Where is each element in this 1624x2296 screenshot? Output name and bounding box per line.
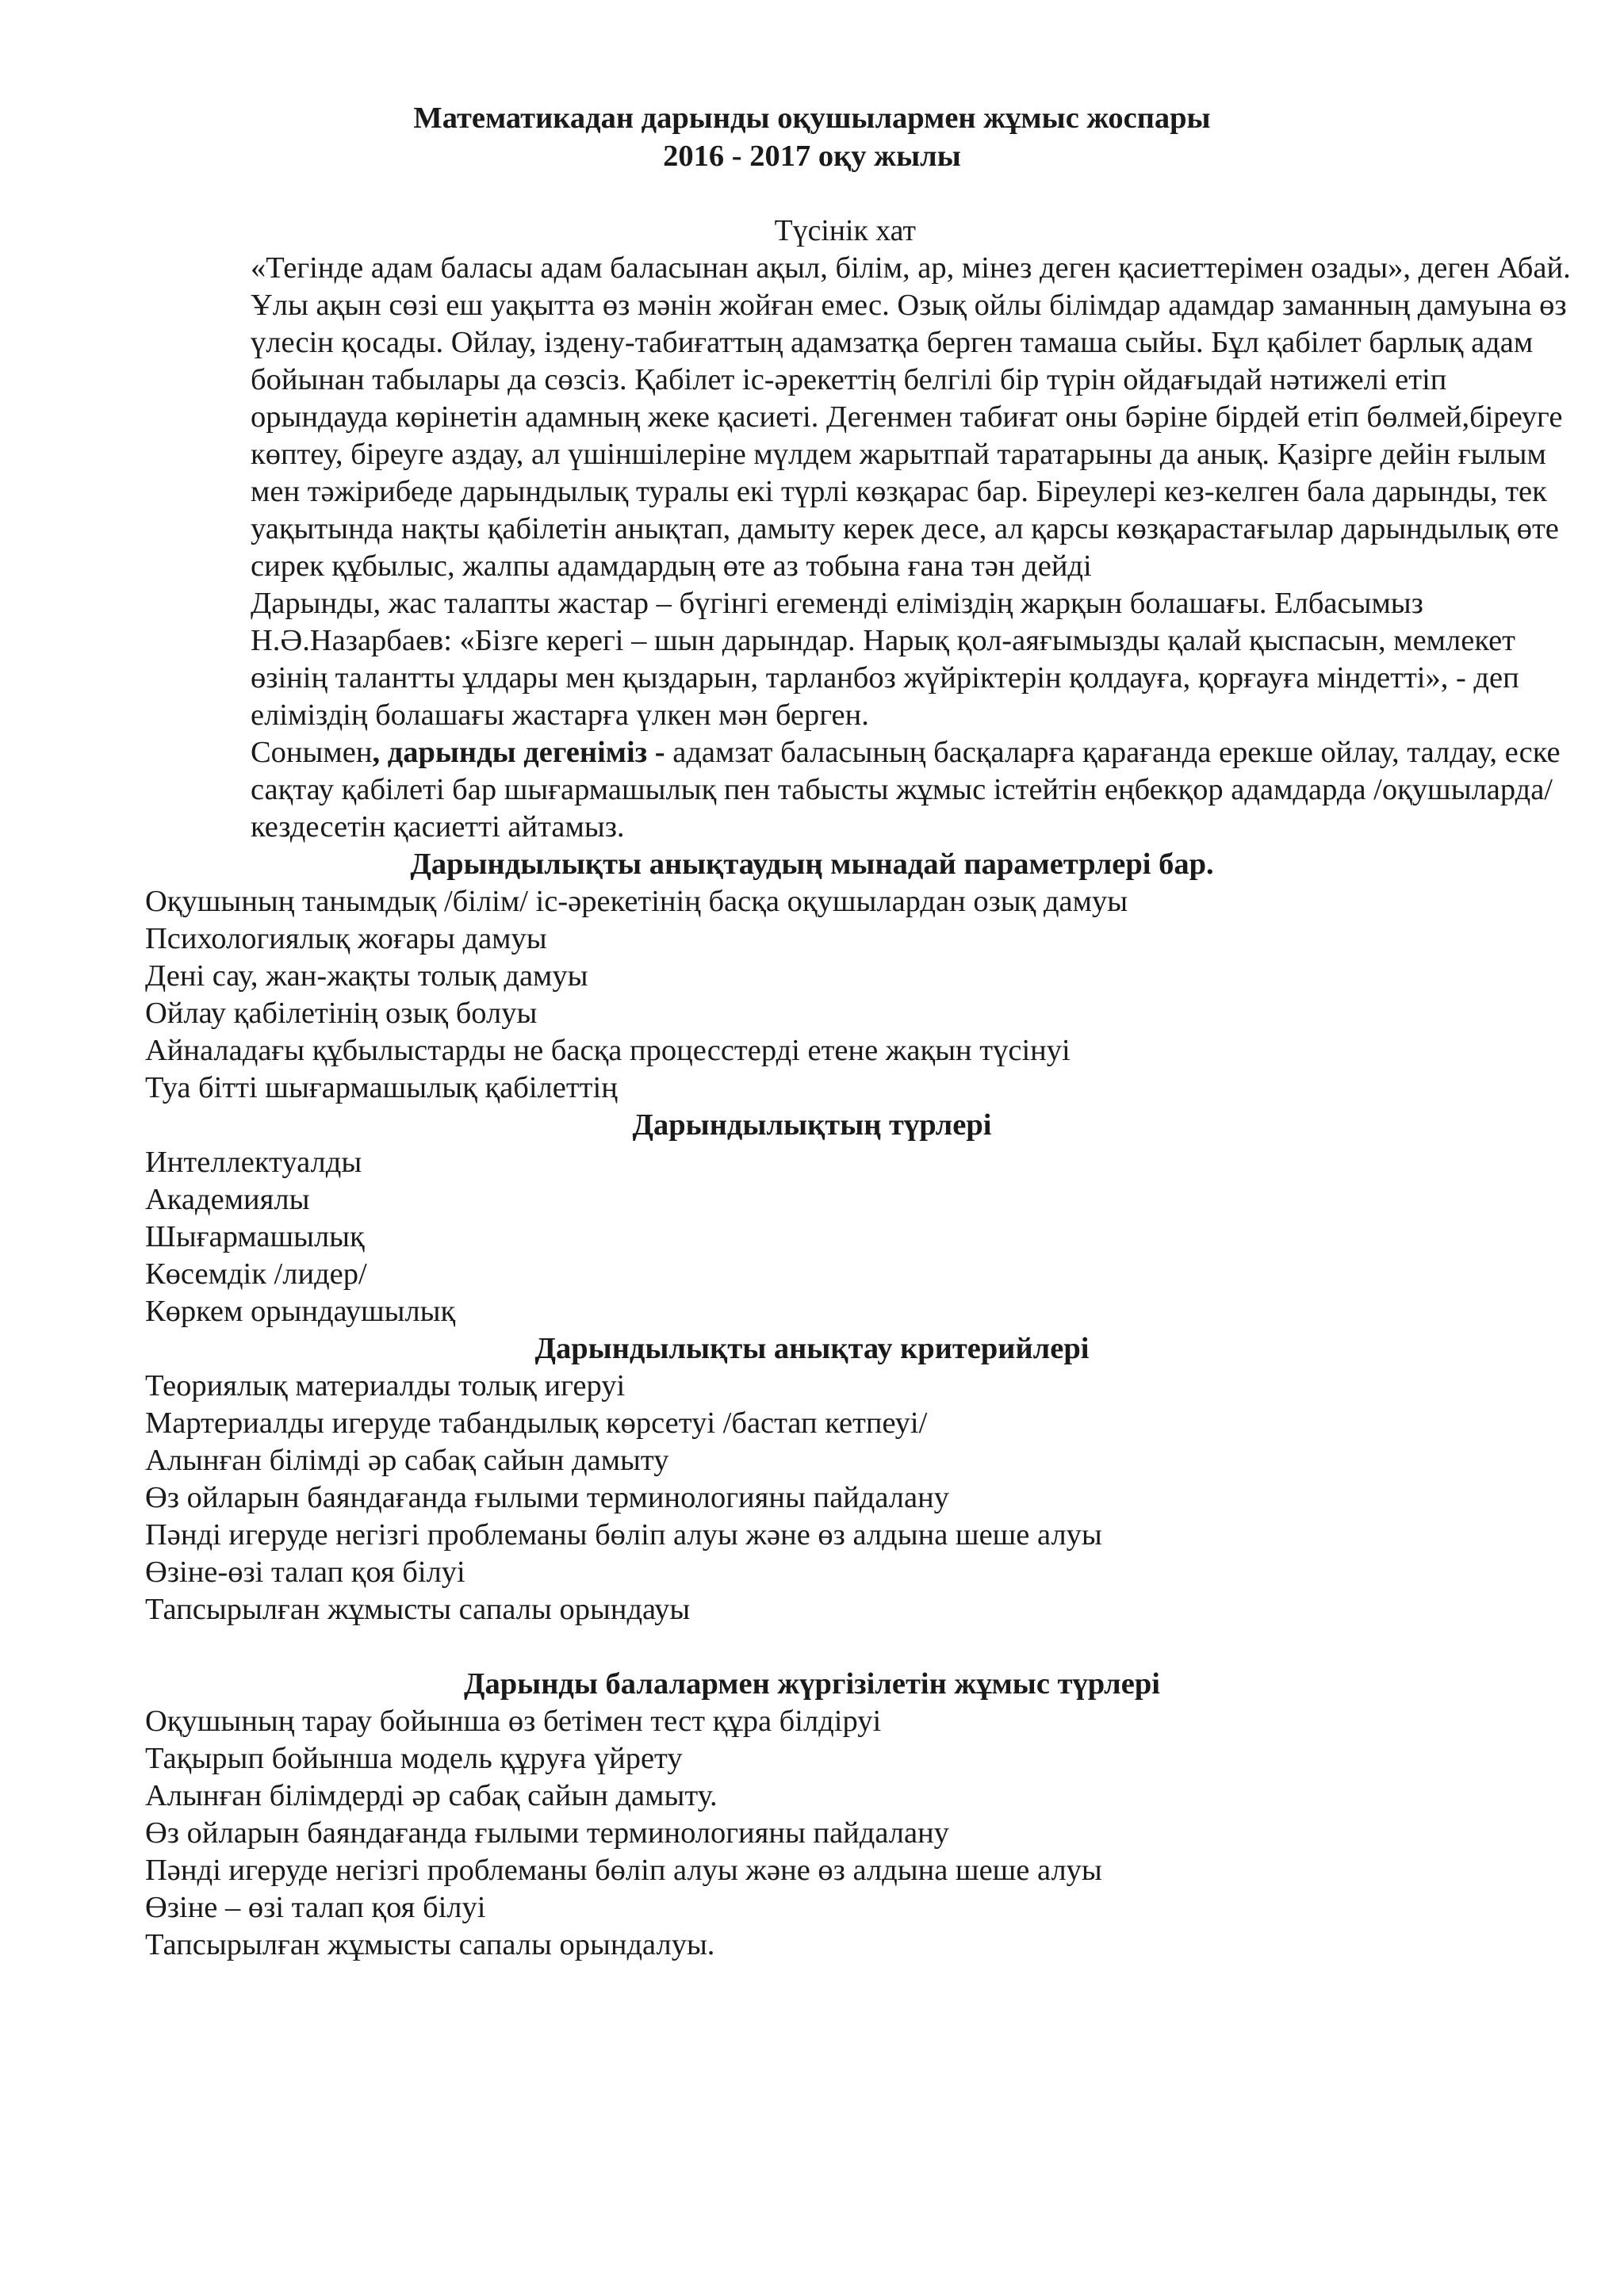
paragraph-line: өзінің талантты ұлдары мен қыздарын, тарланбоз жүйріктерін қолдауға, қорғауға міндетті», - деп xyxy=(251,661,1519,695)
explanatory-note-heading: Түсінік хат xyxy=(774,214,916,247)
paragraph-line: мен тәжірибеде дарындылық туралы екі түрлі көзқарас бар. Біреулері кез-келген бала дарынды, тек xyxy=(251,475,1547,508)
paragraph-line: Дарынды, жас талапты жастар – бүгінгі егеменді еліміздің жарқын болашағы. Елбасымыз xyxy=(251,587,1423,620)
paragraph-line: бойынан табылары да сөзсіз. Қабілет іс-әрекеттің белгілі бір түрін ойдағыдай нәтижелі етіп xyxy=(251,363,1447,396)
definition-line xyxy=(251,737,1561,768)
list-item: Психологиялық жоғары дамуы xyxy=(145,922,547,955)
paragraph-line: сақтау қабілеті бар шығармашылық пен табысты жұмыс істейтін еңбекқор адамдарда /оқушыларда/ xyxy=(251,773,1553,806)
paragraph-line: Ұлы ақын сөзі еш уақытта өз мәнін жойған емес. Озық ойлы білімдар адамдар заманның дамуына өз xyxy=(251,289,1567,322)
list-item: Тақырып бойынша модель құруға үйрету xyxy=(145,1742,683,1775)
list-item: Алынған білімді әр сабақ сайын дамыту xyxy=(145,1444,669,1477)
list-item: Оқушының тарау бойынша өз бетімен тест құра білдіруі xyxy=(145,1705,882,1738)
paragraph-line: көптеу, біреуге аздау, ал үшіншілеріне мүлдем жарытпай таратарыны да анық. Қазірге дейін ғылым xyxy=(251,438,1546,471)
list-item: Теориялық материалды толық игеруі xyxy=(145,1369,626,1402)
list-item: Пәнді игеруде негізгі проблеманы бөліп алуы және өз алдына шеше алуы xyxy=(145,1854,1102,1887)
paragraph-line: Н.Ә.Назарбаев: «Бізге керегі – шын дарындар. Нарық қол-аяғымызды қалай қыспасын, мемлекет xyxy=(251,624,1515,657)
list-item: Мартериалды игеруде табандылық көрсетуі /бастап кетпеуі/ xyxy=(145,1406,928,1440)
list-item: Өз ойларын баяндағанда ғылыми терминологияны пайдалану xyxy=(145,1481,949,1514)
list-item: Пәнді игеруде негізгі проблеманы бөліп алуы және өз алдына шеше алуы xyxy=(145,1518,1102,1552)
list-item: Өзіне – өзі талап қоя білуі xyxy=(145,1891,486,1924)
list-item: Шығармашылық xyxy=(145,1220,365,1253)
list-item: Ойлау қабілетінің озық болуы xyxy=(145,997,538,1030)
list-item: Академиялы xyxy=(145,1183,310,1216)
paragraph-line: орындауда көрінетін адамның жеке қасиеті. Дегенмен табиғат оны бәріне бірдей етіп бөлмей,біреуге xyxy=(251,400,1563,434)
list-item: Өзіне-өзі талап қоя білуі xyxy=(145,1556,465,1589)
paragraph-line: «Тегінде адам баласы адам баласынан ақыл, білім, ар, мінез деген қасиеттерімен озады», деген Абай. xyxy=(251,251,1571,285)
section-heading-criteria: Дарындылықты анықтау критерийлері xyxy=(534,1332,1090,1365)
section-heading-parameters: Дарындылықты анықтаудың мынадай параметрлері бар. xyxy=(410,848,1214,881)
list-item: Көркем орындаушылық xyxy=(145,1295,456,1328)
list-item: Алынған білімдерді әр сабақ сайын дамыту. xyxy=(145,1779,718,1812)
list-item: Тапсырылған жұмысты сапалы орындалуы. xyxy=(145,1928,715,1961)
list-item: Өз ойларын баяндағанда ғылыми терминологияны пайдалану xyxy=(145,1816,949,1850)
list-item: Туа бітті шығармашылық қабілеттің xyxy=(145,1071,618,1104)
list-item: Көсемдік /лидер/ xyxy=(145,1257,367,1291)
list-item: Оқушының танымдық /білім/ іс-әрекетінің басқа оқушылардан озық дамуы xyxy=(145,885,1128,918)
paragraph-line: сирек құбылыс, жалпы адамдардың өте аз тобына ғана тән дейді xyxy=(251,549,1092,583)
list-item: Айналадағы құбылыстарды не басқа процесстерді етене жақын түсінуі xyxy=(145,1034,1071,1067)
school-year: 2016 - 2017 оқу жылы xyxy=(663,140,961,173)
paragraph-line: еліміздің болашағы жастарға үлкен мән берген. xyxy=(251,698,869,732)
definition-term: , дарынды дегеніміз - xyxy=(372,736,665,769)
list-item: Тапсырылған жұмысты сапалы орындауы xyxy=(145,1593,691,1626)
section-heading-work-types: Дарынды балалармен жүргізілетін жұмыс түрлері xyxy=(464,1667,1160,1701)
list-item: Интеллектуалды xyxy=(145,1146,362,1179)
paragraph-line: кездесетін қасиетті айтамыз. xyxy=(251,810,625,844)
paragraph-line: үлесін қосады. Ойлау, іздену-табиғаттың адамзатқа берген тамаша сыйы. Бұл қабілет барлық адам xyxy=(251,326,1534,359)
document-title: Математикадан дарынды оқушылармен жұмыс жоспары xyxy=(413,101,1211,135)
definition-rest: адамзат баласының басқаларға қарағанда ерекше ойлау, талдау, еске xyxy=(665,736,1561,769)
paragraph-line: уақытында нақты қабілетін анықтап, дамыту керек десе, ал қарсы көзқарастағылар дарындылық өте xyxy=(251,512,1559,545)
section-heading-types: Дарындылықтың түрлері xyxy=(632,1108,992,1142)
list-item: Дені сау, жан-жақты толық дамуы xyxy=(145,959,588,993)
definition-prefix: Сонымен xyxy=(251,736,373,769)
